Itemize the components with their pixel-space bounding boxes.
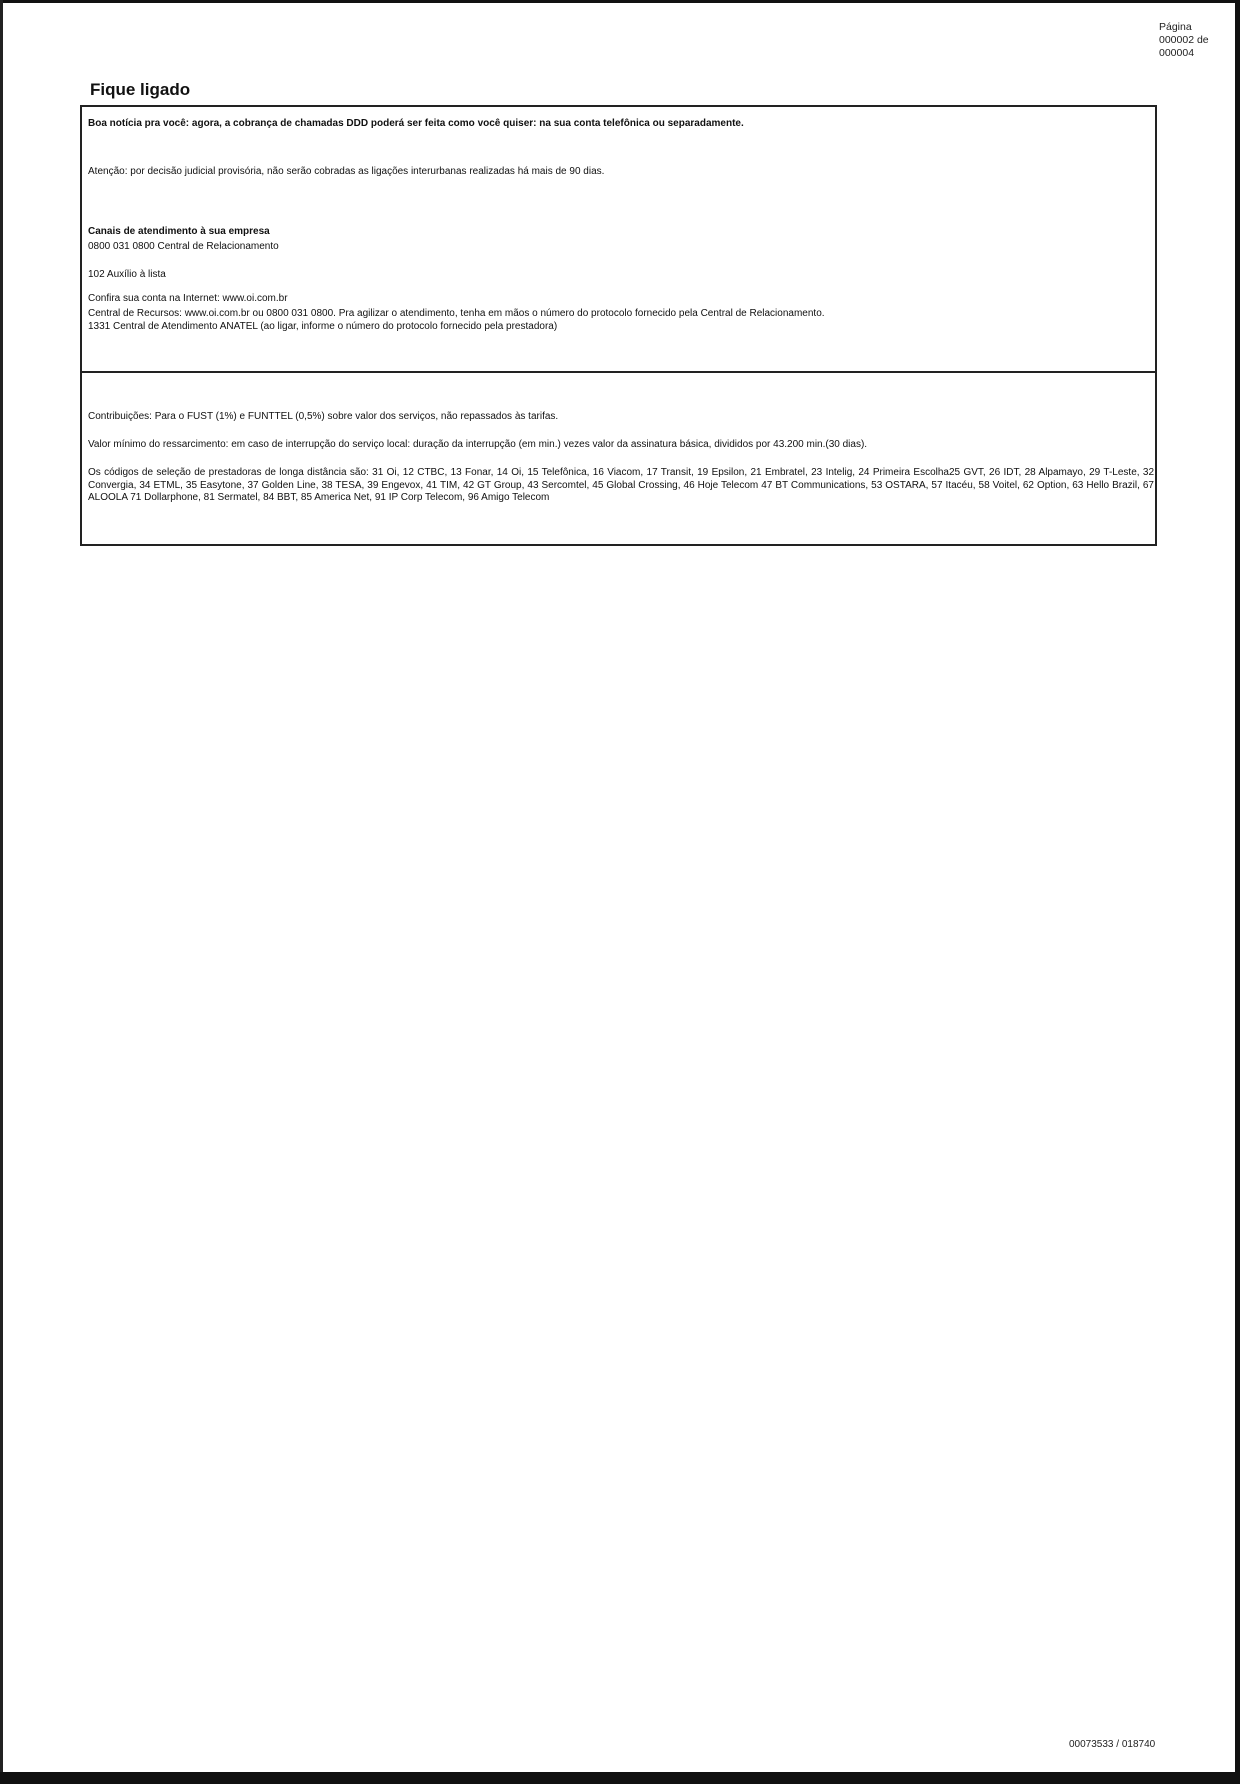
legal-box [80, 371, 1157, 546]
document-id: 00073533 / 018740 [1069, 1739, 1156, 1750]
notices-box [80, 105, 1157, 374]
page-number [1159, 21, 1209, 60]
resources-center-line: Central de Recursos: www.oi.com.br ou 0800 031 0800. Pra agilizar o atendimento, tenha em mãos o número do protocolo fornecido pela Central de Relacionamento. [88, 308, 825, 319]
online-bill-line: Confira sua conta na Internet: www.oi.com.br [88, 293, 288, 304]
page-number-label: Página [1159, 21, 1192, 33]
page-number-total: 000004 [1159, 47, 1195, 59]
good-news-notice: Boa notícia pra você: agora, a cobrança de chamadas DDD poderá ser feita como você quiser: na sua conta telefônica ou separadamente. [88, 118, 744, 129]
scan-border-bottom [0, 1772, 1240, 1784]
reimbursement-line: Valor mínimo do ressarcimento: em caso de interrupção do serviço local: duração da interrupção (em min.) vezes valor da assinatura básica, divididos por 43.200 min.(30 dias). [88, 439, 868, 450]
section-title: Fique ligado [90, 80, 191, 99]
anatel-line: 1331 Central de Atendimento ANATEL (ao ligar, informe o número do protocolo fornecido pela prestadora) [88, 321, 558, 332]
scan-border-right [1235, 0, 1240, 1784]
relationship-center-line: 0800 031 0800 Central de Relacionamento [88, 241, 279, 252]
attention-notice: Atenção: por decisão judicial provisória, não serão cobradas as ligações interurbanas realizadas há mais de 90 dias. [88, 166, 605, 177]
carrier-codes-paragraph: Os códigos de seleção de prestadoras de longa distância são: 31 Oi, 12 CTBC, 13 Fonar, 14 Oi, 15 Telefônica, 16 Viacom, 17 Transit, 19 Epsilon, 21 Embratel, 23 Intelig, 24 Primeira Escolha25 GVT, 26 IDT, 28 Alpamayo, 29 T-Leste, 32 Convergia, 34 ETML, 35 Easytone, 37 Golden Line, 38 TESA, 39 Engevox, 41 TIM, 42 GT Group, 43 Sercomtel, 45 Global Crossing, 46 Hoje Telecom 47 BT Communications, 53 OSTARA, 57 Itacéu, 58 Voitel, 62 Option, 63 Hello Brazil, 67 ALOOLA 71 Dollarphone, 81 Sermatel, 84 BBT, 85 America Net, 91 IP Corp Telecom, 96 Amigo Telecom [88, 467, 1154, 503]
service-channels-heading: Canais de atendimento à sua empresa [88, 226, 270, 237]
page-number-current: 000002 de [1159, 34, 1209, 46]
directory-assistance-line: 102 Auxílio à lista [88, 269, 166, 280]
scan-border-left [0, 0, 3, 1784]
contributions-line: Contribuições: Para o FUST (1%) e FUNTTEL (0,5%) sobre valor dos serviços, não repassados às tarifas. [88, 411, 559, 422]
scan-border-top [0, 0, 1240, 3]
